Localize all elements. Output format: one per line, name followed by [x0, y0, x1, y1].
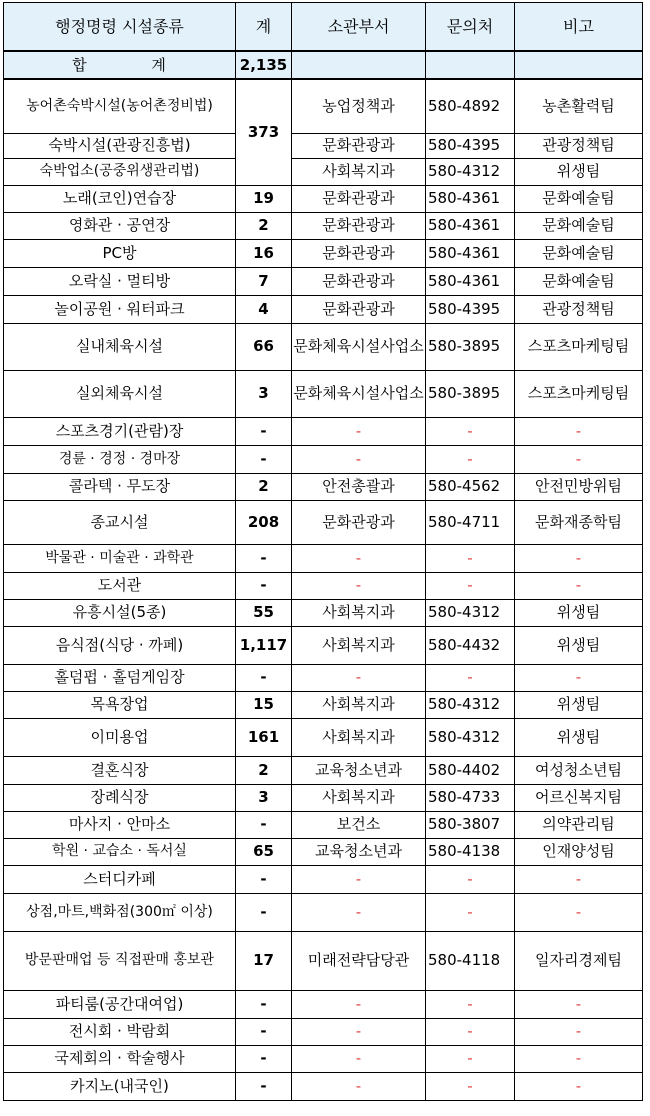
dept-cell: 문화관광과	[292, 133, 426, 158]
table-row	[4, 295, 643, 323]
header-type: 행정명령 시설종류	[4, 3, 236, 52]
count-cell: -	[236, 865, 292, 893]
contact-cell: 580-4432	[426, 626, 515, 664]
contact-cell: 580-4562	[426, 473, 515, 500]
note-cell: 위생팀	[515, 599, 643, 626]
dept-cell: 미래전략담당관	[292, 931, 426, 990]
count-cell: 1,117	[236, 626, 292, 664]
dept-cell: 문화관광과	[292, 185, 426, 212]
facility-type-cell: 유흥시설(5종)	[4, 599, 236, 626]
contact-cell: 580-4361	[426, 212, 515, 239]
table-row	[4, 838, 643, 865]
contact-cell: 580-3895	[426, 370, 515, 417]
count-cell: -	[236, 1018, 292, 1045]
table-row	[4, 500, 643, 544]
contact-cell: 580-4312	[426, 691, 515, 718]
note-cell: -	[515, 1018, 643, 1045]
note-cell: 일자리경제팀	[515, 931, 643, 990]
count-cell: 2	[236, 212, 292, 239]
facility-type-cell: 콜라텍 · 무도장	[4, 473, 236, 500]
contact-cell: 580-4402	[426, 756, 515, 784]
note-cell: 스포츠마케팅팀	[515, 370, 643, 417]
facility-type-cell: 파티룸(공간대여업)	[4, 990, 236, 1018]
note-cell: -	[515, 865, 643, 893]
count-cell: -	[236, 445, 292, 473]
facility-type-cell: 스터디카페	[4, 865, 236, 893]
count-cell: 19	[236, 185, 292, 212]
table-row	[4, 626, 643, 664]
count-cell: 65	[236, 838, 292, 865]
note-cell: 어르신복지팀	[515, 784, 643, 811]
dept-cell: -	[292, 572, 426, 599]
total-dept	[292, 51, 426, 79]
total-contact	[426, 51, 515, 79]
table-row	[4, 267, 643, 295]
facility-type-cell: 전시회 · 박람회	[4, 1018, 236, 1045]
dept-cell: 보건소	[292, 811, 426, 838]
note-cell: -	[515, 893, 643, 931]
note-cell: 스포츠마케팅팀	[515, 323, 643, 370]
facility-type-cell: 이미용업	[4, 718, 236, 756]
dept-cell: 문화관광과	[292, 267, 426, 295]
facility-type-cell: 음식점(식당 · 까페)	[4, 626, 236, 664]
facility-type-cell: 스포츠경기(관람)장	[4, 417, 236, 445]
header-row	[4, 3, 643, 52]
note-cell: -	[515, 990, 643, 1018]
table-row	[4, 572, 643, 599]
facility-type-cell: 카지노(내국인)	[4, 1072, 236, 1100]
contact-cell: -	[426, 865, 515, 893]
dept-cell: 사회복지과	[292, 784, 426, 811]
dept-cell: -	[292, 417, 426, 445]
facility-type-cell: 놀이공원 · 워터파크	[4, 295, 236, 323]
note-cell: 위생팀	[515, 158, 643, 185]
count-cell: 208	[236, 500, 292, 544]
facility-type-cell: 농어촌숙박시설(농어촌정비법)	[4, 79, 236, 133]
contact-cell: -	[426, 417, 515, 445]
table-row	[4, 599, 643, 626]
table-row	[4, 212, 643, 239]
table-row	[4, 185, 643, 212]
dept-cell: -	[292, 990, 426, 1018]
contact-cell: 580-3895	[426, 323, 515, 370]
table-row	[4, 893, 643, 931]
table-row	[4, 718, 643, 756]
table-row	[4, 473, 643, 500]
note-cell: -	[515, 1045, 643, 1072]
note-cell: -	[515, 544, 643, 572]
dept-cell: -	[292, 1045, 426, 1072]
facility-table	[3, 2, 643, 1101]
table-row	[4, 417, 643, 445]
dept-cell: -	[292, 664, 426, 691]
table-row	[4, 445, 643, 473]
dept-cell: 문화관광과	[292, 500, 426, 544]
dept-cell: -	[292, 544, 426, 572]
note-cell: 문화예술팀	[515, 185, 643, 212]
contact-cell: 580-4733	[426, 784, 515, 811]
contact-cell: -	[426, 664, 515, 691]
dept-cell: 교육청소년과	[292, 756, 426, 784]
dept-cell: -	[292, 1018, 426, 1045]
facility-type-cell: 실외체육시설	[4, 370, 236, 417]
contact-cell: -	[426, 990, 515, 1018]
table-row	[4, 370, 643, 417]
table-row	[4, 756, 643, 784]
total-note	[515, 51, 643, 79]
table-row	[4, 158, 643, 185]
note-cell: 관광정책팀	[515, 133, 643, 158]
total-count: 2,135	[236, 51, 292, 79]
count-cell: 16	[236, 239, 292, 267]
count-cell: 7	[236, 267, 292, 295]
count-cell: -	[236, 990, 292, 1018]
dept-cell: 사회복지과	[292, 158, 426, 185]
facility-type-cell: 결혼식장	[4, 756, 236, 784]
note-cell: 문화예술팀	[515, 239, 643, 267]
dept-cell: 문화관광과	[292, 295, 426, 323]
header-count: 계	[236, 3, 292, 52]
count-cell: -	[236, 1072, 292, 1100]
contact-cell: 580-4118	[426, 931, 515, 990]
note-cell: 관광정책팀	[515, 295, 643, 323]
contact-cell: 580-4361	[426, 239, 515, 267]
note-cell: 위생팀	[515, 691, 643, 718]
facility-type-cell: 실내체육시설	[4, 323, 236, 370]
contact-cell: 580-4312	[426, 718, 515, 756]
count-cell: -	[236, 1045, 292, 1072]
table-row	[4, 323, 643, 370]
dept-cell: 문화체육시설사업소	[292, 370, 426, 417]
facility-type-cell: PC방	[4, 239, 236, 267]
dept-cell: 농업정책과	[292, 79, 426, 133]
facility-type-cell: 종교시설	[4, 500, 236, 544]
table-row	[4, 865, 643, 893]
contact-cell: -	[426, 1018, 515, 1045]
dept-cell: 문화체육시설사업소	[292, 323, 426, 370]
facility-type-cell: 방문판매업 등 직접판매 홍보관	[4, 931, 236, 990]
dept-cell: 사회복지과	[292, 599, 426, 626]
count-cell: 373	[236, 79, 292, 185]
dept-cell: 사회복지과	[292, 626, 426, 664]
count-cell: 3	[236, 370, 292, 417]
note-cell: 여성청소년팀	[515, 756, 643, 784]
facility-type-cell: 장례식장	[4, 784, 236, 811]
contact-cell: -	[426, 572, 515, 599]
note-cell: 문화재종학팀	[515, 500, 643, 544]
facility-type-cell: 상점,마트,백화점(300㎡ 이상)	[4, 893, 236, 931]
table-row	[4, 1018, 643, 1045]
header-note: 비고	[515, 3, 643, 52]
facility-type-cell: 영화관 · 공연장	[4, 212, 236, 239]
contact-cell: 580-4312	[426, 599, 515, 626]
dept-cell: 문화관광과	[292, 212, 426, 239]
header-dept: 소관부서	[292, 3, 426, 52]
count-cell: 2	[236, 756, 292, 784]
note-cell: 위생팀	[515, 718, 643, 756]
count-cell: 161	[236, 718, 292, 756]
table-row	[4, 691, 643, 718]
count-cell: -	[236, 664, 292, 691]
note-cell: 안전민방위팀	[515, 473, 643, 500]
facility-type-cell: 홀덤펍 · 홀덤게임장	[4, 664, 236, 691]
note-cell: 문화예술팀	[515, 212, 643, 239]
note-cell: 위생팀	[515, 626, 643, 664]
table-row	[4, 239, 643, 267]
table-row	[4, 133, 643, 158]
dept-cell: -	[292, 1072, 426, 1100]
note-cell: -	[515, 445, 643, 473]
dept-cell: -	[292, 445, 426, 473]
facility-type-cell: 경륜 · 경정 · 경마장	[4, 445, 236, 473]
contact-cell: 580-4395	[426, 295, 515, 323]
contact-cell: 580-4361	[426, 267, 515, 295]
facility-type-cell: 박물관 · 미술관 · 과학관	[4, 544, 236, 572]
facility-type-cell: 목욕장업	[4, 691, 236, 718]
dept-cell: 사회복지과	[292, 691, 426, 718]
count-cell: 3	[236, 784, 292, 811]
note-cell: 인재양성팀	[515, 838, 643, 865]
count-cell: 55	[236, 599, 292, 626]
contact-cell: 580-4361	[426, 185, 515, 212]
note-cell: -	[515, 664, 643, 691]
contact-cell: 580-4395	[426, 133, 515, 158]
table-row	[4, 1045, 643, 1072]
dept-cell: -	[292, 865, 426, 893]
note-cell: -	[515, 572, 643, 599]
note-cell: -	[515, 417, 643, 445]
count-cell: 66	[236, 323, 292, 370]
table-row	[4, 79, 643, 133]
dept-cell: 교육청소년과	[292, 838, 426, 865]
contact-cell: -	[426, 544, 515, 572]
contact-cell: 580-4138	[426, 838, 515, 865]
note-cell: -	[515, 1072, 643, 1100]
contact-cell: 580-4892	[426, 79, 515, 133]
count-cell: 17	[236, 931, 292, 990]
contact-cell: -	[426, 1072, 515, 1100]
count-cell: -	[236, 811, 292, 838]
count-cell: -	[236, 572, 292, 599]
table-row	[4, 811, 643, 838]
dept-cell: 안전총괄과	[292, 473, 426, 500]
contact-cell: -	[426, 1045, 515, 1072]
contact-cell: -	[426, 893, 515, 931]
facility-type-cell: 학원 · 교습소 · 독서실	[4, 838, 236, 865]
note-cell: 의약관리팀	[515, 811, 643, 838]
facility-type-cell: 숙박시설(관광진흥법)	[4, 133, 236, 158]
total-label: 합 계	[4, 51, 236, 79]
contact-cell: 580-3807	[426, 811, 515, 838]
total-row	[4, 51, 643, 79]
facility-type-cell: 오락실 · 멀티방	[4, 267, 236, 295]
facility-type-cell: 마사지 · 안마소	[4, 811, 236, 838]
table-row	[4, 544, 643, 572]
note-cell: 농촌활력팀	[515, 79, 643, 133]
table-row	[4, 784, 643, 811]
facility-type-cell: 도서관	[4, 572, 236, 599]
count-cell: -	[236, 893, 292, 931]
contact-cell: 580-4711	[426, 500, 515, 544]
count-cell: 4	[236, 295, 292, 323]
table-row	[4, 990, 643, 1018]
count-cell: -	[236, 544, 292, 572]
facility-type-cell: 국제회의 · 학술행사	[4, 1045, 236, 1072]
count-cell: 15	[236, 691, 292, 718]
contact-cell: -	[426, 445, 515, 473]
dept-cell: 사회복지과	[292, 718, 426, 756]
table-row	[4, 931, 643, 990]
facility-table-container	[3, 2, 643, 1101]
dept-cell: 문화관광과	[292, 239, 426, 267]
count-cell: -	[236, 417, 292, 445]
facility-type-cell: 숙박업소(공중위생관리법)	[4, 158, 236, 185]
table-row	[4, 664, 643, 691]
dept-cell: -	[292, 893, 426, 931]
count-cell: 2	[236, 473, 292, 500]
header-contact: 문의처	[426, 3, 515, 52]
table-row	[4, 1072, 643, 1100]
facility-type-cell: 노래(코인)연습장	[4, 185, 236, 212]
contact-cell: 580-4312	[426, 158, 515, 185]
note-cell: 문화예술팀	[515, 267, 643, 295]
